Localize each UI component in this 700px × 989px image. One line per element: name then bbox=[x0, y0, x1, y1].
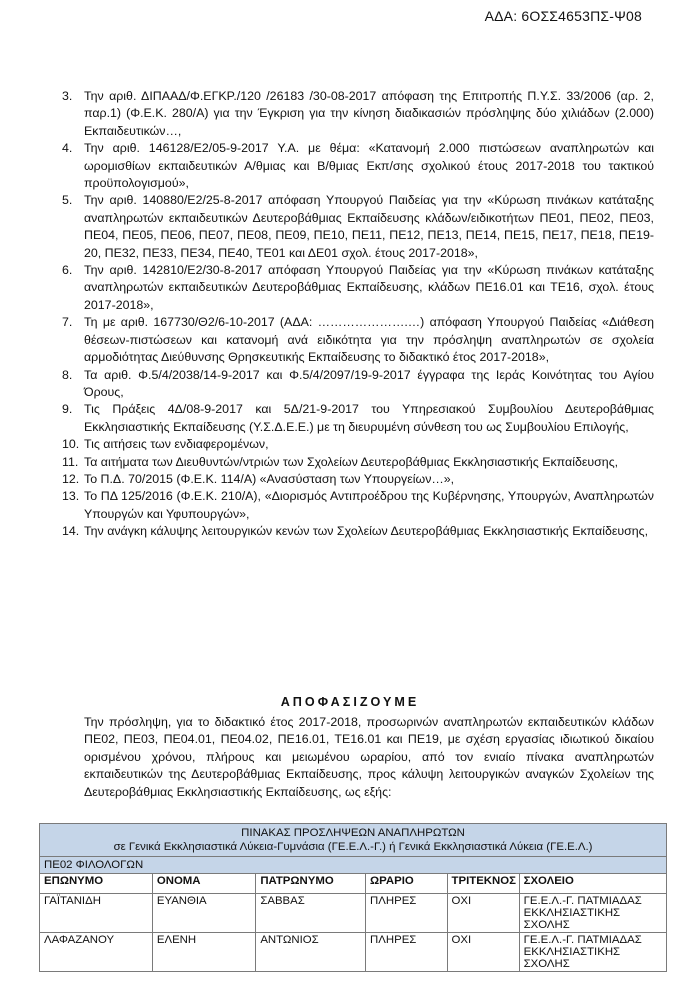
reference-item bbox=[0, 367, 700, 402]
reference-item bbox=[0, 523, 700, 540]
item-text: Τις Πράξεις 4Δ/08-9-2017 και 5Δ/21-9-2017 του Υπηρεσιακού Συμβουλίου Δευτεροβάθμιας Εκκλησιαστικής Εκπαίδευσης (Υ.Σ.Δ.Ε.Ε.) με τη διευρυμένη σύνθεση του ως Συμβουλίου Επιλογής, bbox=[84, 402, 654, 434]
decision-text: Την πρόσληψη, για το διδακτικό έτος 2017-2018, προσωρινών αναπληρωτών εκπαιδευτικών κλάδων ΠΕ02, ΠΕ03, ΠΕ04.01, ΠΕ04.02, ΠΕ16.01, ΤΕ16.01 και ΠΕ19, με σχέση εργασίας ιδιωτικού δικαίου ορισμένου χρόνου, πλήρους και μειωμένου ωραρίου, από τον ενιαίο πίνακα αναπληρωτών εκπαιδευτικών της Δευτεροβάθμιας Εκπαίδευσης, προς κάλυψη λειτουργικών αναγκών Σχολείων της Δευτεροβάθμιας Εκκλησιαστικής Εκπαίδευσης, ως εξής: bbox=[84, 715, 654, 799]
table-title-row bbox=[40, 824, 667, 857]
table-cell: ΟΧΙ bbox=[447, 894, 519, 933]
item-text: Την αριθ. ΔΙΠΑΑΔ/Φ.ΕΓΚΡ./120 /26183 /30-08-2017 απόφαση της Επιτροπής Π.Υ.Σ. 33/2006 (αρ. 2, παρ.1) (Φ.Ε.Κ. 280/Α) για την Έγκριση για την κίνηση διαδικασιών πρόσληψης δύο χιλιάδων (2.000) Εκπαιδευτικών…, bbox=[84, 89, 654, 138]
item-number: 12. bbox=[62, 471, 80, 486]
item-number: 3. bbox=[62, 89, 73, 103]
reference-item bbox=[0, 262, 700, 314]
references-list bbox=[0, 88, 700, 541]
table-cell: ΓΑΪΤΑΝΙΔΗ bbox=[40, 894, 153, 933]
reference-item bbox=[0, 436, 700, 453]
table-cell: ΛΑΦΑΖΑΝΟΥ bbox=[40, 933, 153, 972]
item-text: Τη με αριθ. 167730/Θ2/6-10-2017 (ΑΔΑ: ………………….…) απόφαση Υπουργού Παιδείας «Διάθεση θέσεων-πιστώσεων και κατανομή ανά ειδικότητα για την πρόσληψη αναπληρωτών σε σχολεία αρμοδιότητας Διεύθυνσης Θρησκευτικής Εκπαίδευσης το διδακτικό έτος 2017-2018», bbox=[84, 315, 654, 365]
reference-item bbox=[0, 488, 700, 523]
hires-table bbox=[39, 823, 667, 972]
table-row bbox=[40, 894, 667, 933]
reference-item bbox=[0, 140, 700, 192]
table-category: ΠΕ02 ΦΙΛΟΛΟΓΩΝ bbox=[40, 857, 667, 874]
reference-item bbox=[0, 314, 700, 366]
column-header: ΟΝΟΜΑ bbox=[152, 874, 255, 894]
table-cell: ΟΧΙ bbox=[447, 933, 519, 972]
table-title: ΠΙΝΑΚΑΣ ΠΡΟΣΛΗΨΕΩΝ ΑΝΑΠΛΗΡΩΤΩΝ bbox=[241, 827, 465, 839]
item-number: 5. bbox=[62, 193, 73, 208]
item-text: Το Π.Δ. 70/2015 (Φ.Ε.Κ. 114/Α) «Ανασύσταση των Υπουργείων…», bbox=[84, 471, 455, 486]
item-text: Την ανάγκη κάλυψης λειτουργικών κενών των Σχολείων Δευτεροβάθμιας Εκκλησιαστικής Εκπαίδευσης, bbox=[84, 524, 649, 539]
item-text: Την αριθ. 146128/Ε2/05-9-2017 Υ.Α. με θέμα: «Κατανομή 2.000 πιστώσεων αναπληρωτών και ωρομισθίων εκπαιδευτικών Α/θμιας και Β/θμιας Εκπ/σης σχολικού έτους 2017-2018 του τακτικού προϋπολογισμού», bbox=[84, 141, 654, 191]
ada-code: ΑΔΑ: 6ΟΣΣ4653ΠΣ-Ψ08 bbox=[484, 8, 642, 24]
table-cell: ΑΝΤΩΝΙΟΣ bbox=[256, 933, 366, 972]
table-header-row bbox=[40, 874, 667, 894]
item-text: Τα αριθ. Φ.5/4/2038/14-9-2017 και Φ.5/4/2097/19-9-2017 έγγραφα της Ιεράς Κοινότητας του Αγίου Όρους, bbox=[84, 367, 654, 399]
reference-item bbox=[0, 401, 700, 436]
item-number: 9. bbox=[62, 402, 73, 417]
column-header: ΩΡΑΡΙΟ bbox=[366, 874, 448, 894]
table-cell: ΕΥΑΝΘΙΑ bbox=[152, 894, 255, 933]
item-number: 11. bbox=[62, 454, 79, 469]
item-number: 6. bbox=[62, 263, 73, 278]
item-number: 8. bbox=[62, 367, 73, 382]
table-cell: ΕΛΕΝΗ bbox=[152, 933, 255, 972]
item-text: Την αριθ. 140880/Ε2/25-8-2017 απόφαση Υπουργού Παιδείας για την «Κύρωση πινάκων κατάταξης αναπληρωτών εκπαιδευτικών Δευτεροβάθμιας Εκπαίδευσης κλάδων/ειδικοτήτων ΠΕ01, ΠΕ02, ΠΕ03, ΠΕ04, ΠΕ05, ΠΕ06, ΠΕ07, ΠΕ08, ΠΕ09, ΠΕ10, ΠΕ11, ΠΕ12, ΠΕ13, ΠΕ14, ΠΕ15, ΠΕ17, ΠΕ18, ΠΕ19-20, ΠΕ32, ΠΕ33, ΠΕ34, ΠΕ40, ΤΕ01 και ΔΕ01 σχολ. έτους 2017-2018», bbox=[84, 193, 654, 260]
item-text: Τα αιτήματα των Διευθυντών/ντριών των Σχολείων Δευτεροβάθμιας Εκκλησιαστικής Εκπαίδευσης, bbox=[84, 454, 619, 469]
hires-table-container bbox=[39, 823, 667, 972]
table-cell: ΓΕ.Ε.Λ.-Γ. ΠΑΤΜΙΑΔΑΣ ΕΚΚΛΗΣΙΑΣΤΙΚΗΣ ΣΧΟΛΗΣ bbox=[519, 933, 666, 972]
table-category-row bbox=[40, 857, 667, 874]
item-text: Τις αιτήσεις των ενδιαφερομένων, bbox=[84, 437, 269, 452]
column-header: ΣΧΟΛΕΙΟ bbox=[519, 874, 666, 894]
reference-item bbox=[0, 471, 700, 488]
table-subtitle: σε Γενικά Εκκλησιαστικά Λύκεια-Γυμνάσια (ΓΕ.Ε.Λ.-Γ.) ή Γενικά Εκκλησιαστικά Λύκεια (ΓΕ.Ε.Λ.) bbox=[113, 841, 593, 853]
table-cell: ΠΛΗΡΕΣ bbox=[366, 933, 448, 972]
decision-heading: ΑΠΟΦΑΣΙΖΟΥΜΕ bbox=[280, 695, 420, 709]
item-number: 4. bbox=[62, 141, 73, 156]
item-number: 7. bbox=[62, 315, 73, 330]
table-title-cell bbox=[40, 824, 667, 857]
table-row bbox=[40, 933, 667, 972]
table-cell: ΓΕ.Ε.Λ.-Γ. ΠΑΤΜΙΑΔΑΣ ΕΚΚΛΗΣΙΑΣΤΙΚΗΣ ΣΧΟΛΗΣ bbox=[519, 894, 666, 933]
column-header: ΕΠΩΝΥΜΟ bbox=[40, 874, 153, 894]
table-cell: ΠΛΗΡΕΣ bbox=[366, 894, 448, 933]
column-header: ΠΑΤΡΩΝΥΜΟ bbox=[256, 874, 366, 894]
column-header: ΤΡΙΤΕΚΝΟΣ bbox=[447, 874, 519, 894]
item-number: 10. bbox=[62, 437, 80, 452]
item-number: 14. bbox=[62, 524, 80, 539]
reference-item bbox=[0, 454, 700, 471]
table-cell: ΣΑΒΒΑΣ bbox=[256, 894, 366, 933]
reference-item bbox=[0, 88, 700, 140]
item-text: Το ΠΔ 125/2016 (Φ.Ε.Κ. 210/Α), «Διορισμός Αντιπροέδρου της Κυβέρνησης, Υπουργών, Αναπληρωτών Υπουργών και Υφυπουργών», bbox=[84, 489, 654, 521]
item-text: Την αριθ. 142810/Ε2/30-8-2017 απόφαση Υπουργού Παιδείας για την «Κύρωση πινάκων κατάταξης αναπληρωτών εκπαιδευτικών Δευτεροβάθμιας Εκπαίδευσης, κλάδων ΠΕ16.01 και ΤΕ16, σχολ. έτους 2017-2018», bbox=[84, 263, 654, 312]
reference-item bbox=[0, 192, 700, 262]
item-number: 13. bbox=[62, 489, 80, 504]
